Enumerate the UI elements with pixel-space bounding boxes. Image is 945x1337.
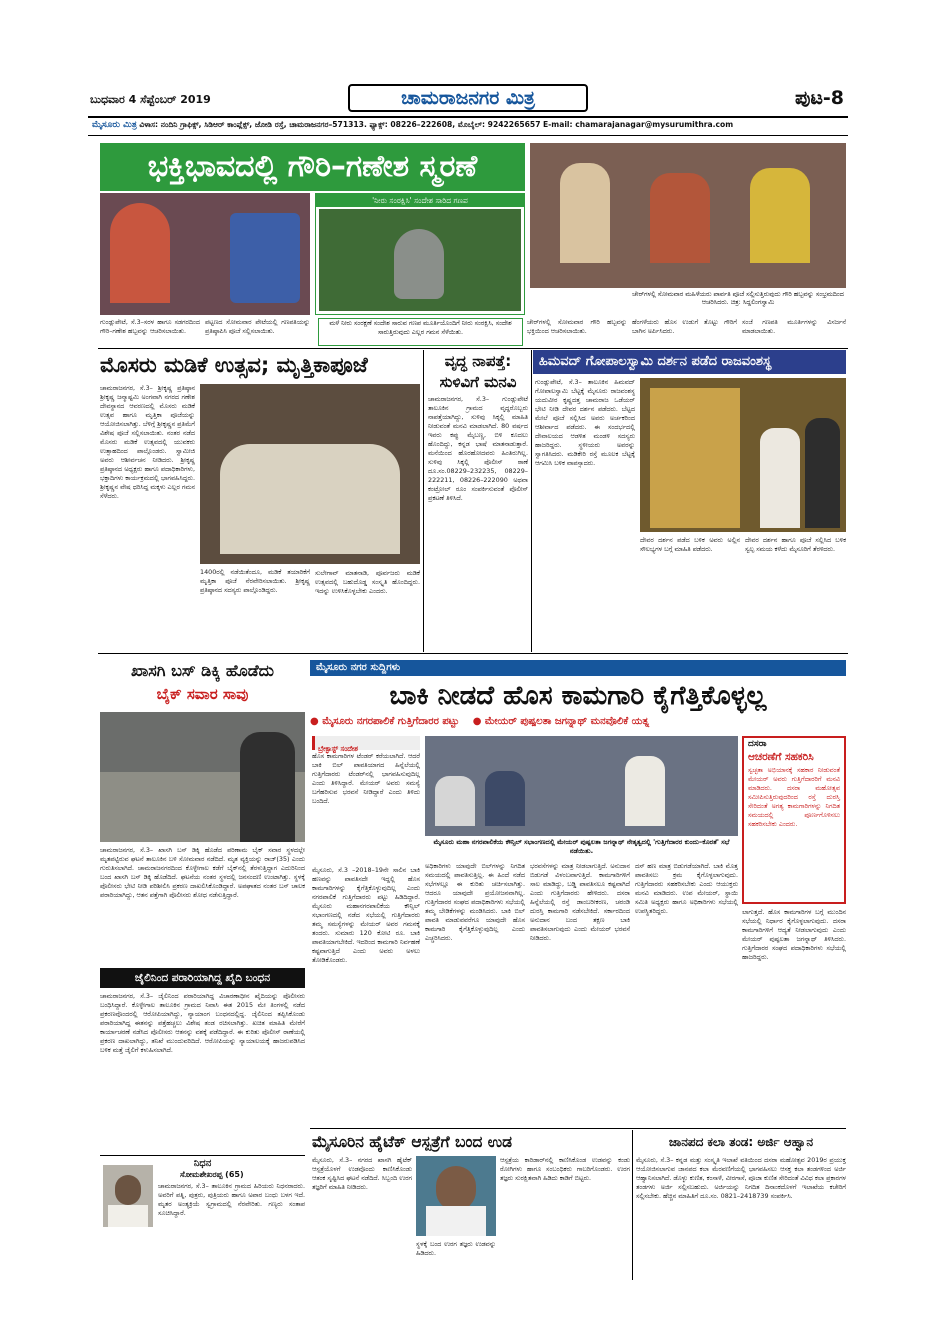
obit-name: ಸೋಮಶೇಖರಪ್ಪ (65) xyxy=(180,1170,244,1179)
khasagi-headline-1: ಖಾಸಗಿ ಬಸ್ ಡಿಕ್ಕಿ ಹೊಡೆದು xyxy=(130,661,275,680)
mosaru-headline: ಮೊಸರು ಮಡಿಕೆ ಉತ್ಸವ; ಮೃತ್ತಿಕಾಪೂಜೆ xyxy=(100,353,368,377)
mosaru-body-col1: ಚಾಮರಾಜನಗರ, ಸೆ.3– ಶ್ರೀಕೃಷ್ಣ ಪ್ರತಿಷ್ಠಾನ ಶ್ರೀಕೃಷ್ಣ ಜನ್ಮಾಷ್ಟಮಿ ಅಂಗವಾಗಿ ನಗರದ ಗಣೇಶ ದೇವಸ್ಥಾನದ ಆವರಣದಲ್ಲಿ ಮೊಸರು ಮಡಿಕೆ ಉತ್ಸವ ಹಾಗೂ ಮೃತ್ತಿಕಾ ಪೂಜೆಯನ್ನು ಆಯೋಜಿಸಲಾಗಿತ್ತು. ಬೆಳಿಗ್ಗೆ ಶ್ರೀಕೃಷ್ಣನ ಪ್ರತಿಮೆಗೆ ವಿಶೇಷ ಪೂಜೆ ಸಲ್ಲಿಸಲಾಯಿತು. ನಂತರ ನಡೆದ ಮೊಸರು ಮಡಿಕೆ ಉತ್ಸವದಲ್ಲಿ ಯುವಕರು ಉತ್ಸಾಹದಿಂದ ಪಾಲ್ಗೊಂಡರು. ಸ್ವಾಮೀಜಿ ಅವರು ಆಶೀರ್ವಚನ ನೀಡಿದರು. ಶ್ರೀಕೃಷ್ಣ ಪ್ರತಿಷ್ಠಾನದ ಅಧ್ಯಕ್ಷರು ಹಾಗೂ ಪದಾಧಿಕಾರಿಗಳು, ಭಕ್ತಾದಿಗಳು ಕಾರ್ಯಕ್ರಮದಲ್ಲಿ ಭಾಗವಹಿಸಿದ್ದರು. ಶ್ರೀಕೃಷ್ಣನ ವೇಷ ಧರಿಸಿದ್ದ ಮಕ್ಕಳು ಎಲ್ಲರ ಗಮನ ಸೆಳೆದರು. xyxy=(100,384,195,500)
email-text: E-mail: chamarajanagar@mysurumithra.com xyxy=(542,120,734,129)
mysuru-bracket-text: ಬ್ರೇಕ್ಫಾಸ್ಟ್ ಸಂದೇಶ xyxy=(318,745,358,753)
mysuru-sub2: ● ಮೇಯರ್ ಪುಷ್ಪಲತಾ ಜಗನ್ನಾಥ್ ಮನವೊಲಿಕೆ ಯತ್ನ xyxy=(472,716,650,727)
lead-headline-banner xyxy=(100,143,525,191)
address-text: ವಿಳಾಸ: ನಂದಿನಿ ಗ್ರಾಫಿಕ್ಸ್, ಸಿಡಿಆರ್ ಕಾಂಪ್ಲೆಕ್ಸ್, ಜೋಡಿ ರಸ್ತೆ, ಚಾಮರಾಜನಗರ–571313. ಫ್ಯಾಕ್ಸ್: 08226–222608, ಮೊಬೈಲ್: 9242265657 xyxy=(139,120,541,129)
lead-photo-caption: ಮಳೆ ನೀರು ಸಂರಕ್ಷಣೆ ಸಂದೇಶ ಸಾರುವ ಗಣಪ ಮೂರ್ತಿಯೊಂದಿಗೆ ನೀರು ಸಂರಕ್ಷಿಸಿ, ಸಂದೇಶ ಸಾರುತ್ತಿರುವುದು ಎಲ್ಲರ ಗಮನ ಸೆಳೆಯಿತು. xyxy=(318,318,523,346)
lead-right-caption: ಚೇರ್‌ಗಳಲ್ಲಿ ಸೋಮವಾರ ಮಹಿಳೆಯರು ಪಾರ್ವತಿ ಪೂಜೆ ಸಲ್ಲಿಸುತ್ತಿರುವುದು ಗೌರಿ ಹಬ್ಬವನ್ನು ಸಂಭ್ರಮದಿಂದ ಆಚರಿಸಿದರು. ಚಿತ್ರ: ಸಿದ್ದಲಿಂಗಸ್ವಾಮಿ xyxy=(632,290,844,306)
mysuru-photo-caption: ಮೈಸೂರು ಮಹಾ ನಗರಪಾಲಿಕೆಯ ಕೌನ್ಸಿಲ್ ಸಭಾಂಗಣದಲ್ಲಿ ಮೇಯರ್ ಪುಷ್ಪಲತಾ ಜಗನ್ನಾಥ್ ನೇತೃತ್ವದಲ್ಲಿ 'ಗುತ್ತಿಗೆದಾರರ ಕುಂದು–ಕೊರತೆ' ಸಭೆ ನಡೆಯಿತು. xyxy=(433,838,730,855)
himavad-body-col2: ದೇವರ ದರ್ಶನ ಪಡೆದ ಬಳಿಕ ಅವರು ಅಲ್ಲಿನ ಸೌಲಭ್ಯಗಳ ಬಗ್ಗೆ ಮಾಹಿತಿ ಪಡೆದರು. xyxy=(640,536,740,553)
dasara-title: ಆಚರಣೆಗೆ ಸಹಕರಿಸಿ xyxy=(748,751,814,763)
vriddha-headline-2: ಸುಳಿವಿಗೆ ಮನವಿ xyxy=(439,373,517,391)
ganesha-photo xyxy=(319,209,521,311)
hospital-body-col2: ಸ್ಥಳಕ್ಕೆ ಬಂದ ಉರಗ ತಜ್ಞರು ಉಡವನ್ನು ಹಿಡಿದರು. xyxy=(416,1240,496,1257)
lead-photo-right xyxy=(530,143,846,288)
lead-photo-left xyxy=(100,193,310,315)
mysuru-bar xyxy=(310,660,846,676)
section-rule-1 xyxy=(98,348,848,349)
khasagi-body: ಚಾಮರಾಜನಗರ, ಸೆ.3– ಖಾಸಗಿ ಬಸ್ ಡಿಕ್ಕಿ ಹೊಡೆದ ಪರಿಣಾಮ ಬೈಕ್ ಸವಾರ ಸ್ಥಳದಲ್ಲೇ ಮೃತಪಟ್ಟಿರುವ ಘಟನೆ ತಾಲೂಕಿನ ಬಳಿ ಸೋಮವಾರ ನಡೆದಿದೆ. ಮೃತ ವ್ಯಕ್ತಿಯನ್ನು ರಾಜ್(35) ಎಂದು ಗುರುತಿಸಲಾಗಿದೆ. ಚಾಮರಾಜನಗರದಿಂದ ಕೊಳ್ಳೇಗಾಲ ಕಡೆಗೆ ಬೈಕ್‌ನಲ್ಲಿ ತೆರಳುತ್ತಿದ್ದಾಗ ಎದುರಿನಿಂದ ಬಂದ ಖಾಸಗಿ ಬಸ್ ಡಿಕ್ಕಿ ಹೊಡೆದಿದೆ. ಘಟನೆಯ ನಂತರ ಸ್ಥಳದಲ್ಲಿ ಜನಸಂದಣಿ ಉಂಟಾಗಿತ್ತು. ಸ್ಥಳಕ್ಕೆ ಪೊಲೀಸರು ಭೇಟಿ ನೀಡಿ ಪರಿಶೀಲಿಸಿ ಪ್ರಕರಣ ದಾಖಲಿಸಿಕೊಂಡಿದ್ದಾರೆ. ಅಪಘಾತದ ನಂತರ ಬಸ್ ಚಾಲಕ ಪರಾರಿಯಾಗಿದ್ದು, ಆತನ ಪತ್ತೆಗಾಗಿ ಪೊಲೀಸರು ಶೋಧ ನಡೆಸುತ್ತಿದ್ದಾರೆ. xyxy=(100,846,305,899)
mysuru-sub1: ● ಮೈಸೂರು ನಗರಪಾಲಿಕೆ ಗುತ್ತಿಗೆದಾರರ ಪಟ್ಟು xyxy=(310,716,460,727)
obit-label: ನಿಧನ xyxy=(193,1158,212,1169)
mysuru-side-col: ಹೊಸ ಕಾಮಗಾರಿಗಳ ಟೆಂಡರ್ ಕರೆಯಲಾಗಿದೆ. ಆದರೆ ಬಾಕಿ ಬಿಲ್ ಪಾವತಿಯಾಗದ ಹಿನ್ನೆಲೆಯಲ್ಲಿ ಗುತ್ತಿಗೆದಾರರು ಟೆಂಡರ್‌ನಲ್ಲಿ ಭಾಗವಹಿಸುವುದಿಲ್ಲ ಎಂದು ತಿಳಿಸಿದ್ದಾರೆ. ಮೇಯರ್ ಅವರು ಸಮಸ್ಯೆ ಬಗೆಹರಿಸುವ ಭರವಸೆ ನೀಡಿದ್ದಾರೆ ಎಂದು ತಿಳಿದು ಬಂದಿದೆ. xyxy=(312,752,420,805)
obit-rule xyxy=(100,1155,305,1156)
himavad-headline: ಹಿಮವದ್ ಗೋಪಾಲಸ್ವಾಮಿ ದರ್ಶನ ಪಡೆದ ರಾಜವಂಶಸ್ಥ xyxy=(539,354,772,369)
kala-headline: ಜಾನಪದ ಕಲಾ ತಂಡ: ಅರ್ಜಿ ಆಹ್ವಾನ xyxy=(668,1135,814,1149)
masthead-info-line xyxy=(92,120,848,134)
lead-center-photo-box xyxy=(315,193,525,315)
hospital-body-col1: ಮೈಸೂರು, ಸೆ.3– ನಗರದ ಖಾಸಗಿ ಹೈಟೆಕ್ ಆಸ್ಪತ್ರೆಯೊಳಗೆ ಉಡವೊಂದು ಕಾಣಿಸಿಕೊಂಡು ಆತಂಕ ಸೃಷ್ಟಿಸಿದ ಘಟನೆ ನಡೆದಿದೆ. ಸಿಬ್ಬಂದಿ ಉರಗ ತಜ್ಞರಿಗೆ ಮಾಹಿತಿ ನೀಡಿದರು. xyxy=(312,1156,412,1191)
mysuru-body-col5: ಲಾಗುತ್ತದೆ. ಹೊಸ ಕಾಮಗಾರಿಗಳ ಬಗ್ಗೆ ಮುಂದಿನ ಸಭೆಯಲ್ಲಿ ನಿರ್ಧಾರ ಕೈಗೊಳ್ಳಲಾಗುವುದು. ದಸರಾ ಕಾಮಗಾರಿಗಳಿಗೆ ಆದ್ಯತೆ ನೀಡಲಾಗುವುದು ಎಂದು ಮೇಯರ್ ಪುಷ್ಪಲತಾ ಜಗನ್ನಾಥ್ ತಿಳಿಸಿದರು. ಗುತ್ತಿಗೆದಾರರ ಸಂಘದ ಪದಾಧಿಕಾರಿಗಳು ಸಭೆಯಲ್ಲಿ ಹಾಜರಿದ್ದರು. xyxy=(742,908,846,961)
vline-2 xyxy=(531,350,532,652)
section-rule-2 xyxy=(98,653,848,654)
masthead-title-box xyxy=(348,84,588,112)
masthead-rule xyxy=(88,116,848,118)
mysuru-bar-label: ಮೈಸೂರು ನಗರ ಸುದ್ದಿಗಳು xyxy=(316,662,401,673)
lead-body-col4: ಹೆಂಗಳೆಯರು ಹೊಸ ಉಡುಗೆ ತೊಟ್ಟು ಗೌರಿಗೆ ಬಾಗಿನ ಅರ್ಪಿಸಿದರು. xyxy=(632,318,737,335)
lead-headline: ಭಕ್ತಿಭಾವದಲ್ಲಿ ಗೌರಿ–ಗಣೇಶ ಸ್ಮರಣೆ xyxy=(147,149,478,184)
lead-body-col5: ಸಂಜೆ ಗಣಪತಿ ಮೂರ್ತಿಗಳನ್ನು ವಿಸರ್ಜನೆ ಮಾಡಲಾಯಿತು. xyxy=(742,318,846,335)
himavad-banner xyxy=(533,350,846,374)
himavad-body-col3: ದೇವರ ದರ್ಶನ ಹಾಗೂ ಪೂಜೆ ಸಲ್ಲಿಸಿದ ಬಳಿಕ ಸ್ವಲ್ಪ ಸಮಯ ಕಳೆದು ಮೈಸೂರಿಗೆ ತೆರಳಿದರು. xyxy=(745,536,846,553)
issue-date: ಬುಧವಾರ 4 ಸೆಪ್ಟೆಂಬರ್ 2019 xyxy=(90,93,211,106)
info-rule xyxy=(88,135,848,136)
mosaru-body-col2: 1400ರಲ್ಲಿ ನಡೆಯಿತೆಂದೂ, ಮಡಿಕೆ ತಯಾರಿಕೆಗೆ ಮೃತ್ತಿಕಾ ಪೂಜೆ ನೆರವೇರಿಸಲಾಯಿತು. ಶ್ರೀಕೃಷ್ಣ ಪ್ರತಿಷ್ಠಾನದ ಸದಸ್ಯರು ಪಾಲ್ಗೊಂಡಿದ್ದರು. xyxy=(200,568,310,594)
mysuru-body-col1: ಮೈಸೂರು, ಸೆ.3 –2018–19ನೇ ಸಾಲಿನ ಬಾಕಿ ಹಣವನ್ನು ಪಾವತಿಸದೇ ಇದ್ದಲ್ಲಿ ಹೊಸ ಕಾಮಗಾರಿಗಳನ್ನು ಕೈಗೆತ್ತಿಕೊಳ್ಳುವುದಿಲ್ಲ ಎಂದು ನಗರಪಾಲಿಕೆ ಗುತ್ತಿಗೆದಾರರು ಪಟ್ಟು ಹಿಡಿದಿದ್ದಾರೆ. ಮೈಸೂರು ಮಹಾನಗರಪಾಲಿಕೆಯ ಕೌನ್ಸಿಲ್ ಸಭಾಂಗಣದಲ್ಲಿ ನಡೆದ ಸಭೆಯಲ್ಲಿ ಗುತ್ತಿಗೆದಾರರು ತಮ್ಮ ಸಮಸ್ಯೆಗಳನ್ನು ಮೇಯರ್ ಅವರ ಗಮನಕ್ಕೆ ತಂದರು. ಸುಮಾರು 120 ಕೋಟಿ ರೂ. ಬಾಕಿ ಪಾವತಿಯಾಗಬೇಕಿದೆ. ಇದರಿಂದ ಕಾಮಗಾರಿ ನಿರ್ವಹಣೆ ಕಷ್ಟವಾಗುತ್ತಿದೆ ಎಂದು ಅವರು ಅಳಲು ತೋಡಿಕೊಂಡರು. xyxy=(312,866,420,964)
jail-body: ಚಾಮರಾಜನಗರ, ಸೆ.3– ಜೈಲಿನಿಂದ ಪರಾರಿಯಾಗಿದ್ದ ವಿಚಾರಣಾಧೀನ ಖೈದಿಯನ್ನು ಪೊಲೀಸರು ಬಂಧಿಸಿದ್ದಾರೆ. ಕೊಳ್ಳೇಗಾಲ ತಾಲೂಕಿನ ಗ್ರಾಮದ ನಿವಾಸಿ ಈತ 2015 ಮೇ ತಿಂಗಳಲ್ಲಿ ನಡೆದ ಪ್ರಕರಣವೊಂದರಲ್ಲಿ ಆರೋಪಿಯಾಗಿದ್ದು, ನ್ಯಾಯಾಂಗ ಬಂಧನದಲ್ಲಿದ್ದ. ಜೈಲಿನಿಂದ ತಪ್ಪಿಸಿಕೊಂಡು ಪರಾರಿಯಾಗಿದ್ದ ಈತನನ್ನು ಪತ್ತೆಹಚ್ಚಲು ವಿಶೇಷ ತಂಡ ರಚಿಸಲಾಗಿತ್ತು. ಖಚಿತ ಮಾಹಿತಿ ಮೇರೆಗೆ ಕಾರ್ಯಾಚರಣೆ ನಡೆಸಿದ ಪೊಲೀಸರು ಆತನನ್ನು ವಶಕ್ಕೆ ಪಡೆದಿದ್ದಾರೆ. ಈ ಕುರಿತು ಪೊಲೀಸ್ ಠಾಣೆಯಲ್ಲಿ ಪ್ರಕರಣ ದಾಖಲಾಗಿದ್ದು, ತನಿಖೆ ಮುಂದುವರಿದಿದೆ. ಆರೋಪಿಯನ್ನು ನ್ಯಾಯಾಲಯಕ್ಕೆ ಹಾಜರುಪಡಿಸಿದ ಬಳಿಕ ಮತ್ತೆ ಜೈಲಿಗೆ ಕಳುಹಿಸಲಾಗಿದೆ. xyxy=(100,992,305,1054)
hospital-headline: ಮೈಸೂರಿನ ಹೈಟೆಕ್ ಆಸ್ಪತ್ರೆಗೆ ಬಂದ ಉಡ xyxy=(312,1133,512,1151)
hospital-body-col3: ಆಸ್ಪತ್ರೆಯ ಕಾರಿಡಾರ್‌ನಲ್ಲಿ ಕಾಣಿಸಿಕೊಂಡ ಉಡವನ್ನು ಕಂಡು ರೋಗಿಗಳು ಹಾಗೂ ಸಂಬಂಧಿಕರು ಗಾಬರಿಗೊಂಡರು. ಉರಗ ತಜ್ಞರು ಸುರಕ್ಷಿತವಾಗಿ ಹಿಡಿದು ಕಾಡಿಗೆ ಬಿಟ್ಟರು. xyxy=(500,1156,630,1182)
hospital-photo xyxy=(416,1156,496,1236)
jail-banner xyxy=(100,968,305,988)
mosaru-body-col3: ಸುಲೇಗಾವ್ ಮಾತನಾಡಿ, ಪೂರ್ವಜರು ಮಡಿಕೆ ಉತ್ಸವದಲ್ಲಿ ಬಹುದೊಡ್ಡ ಸಂಸ್ಕೃತಿ ಹೊಂದಿದ್ದರು. ಇದನ್ನು ಉಳಿಸಿಕೊಳ್ಳಬೇಕು ಎಂದರು. xyxy=(315,569,420,595)
mysuru-meeting-photo xyxy=(425,736,738,836)
dasara-box xyxy=(742,736,846,904)
obit-body: ಚಾಮರಾಜನಗರ, ಸೆ.3– ತಾಲೂಕಿನ ಗ್ರಾಮದ ಹಿರಿಯರು ನಿಧನರಾದರು. ಅವರಿಗೆ ಪತ್ನಿ, ಪುತ್ರರು, ಪುತ್ರಿಯರು ಹಾಗೂ ಅಪಾರ ಬಂಧು ಬಳಗ ಇದೆ. ಮೃತರ ಅಂತ್ಯಕ್ರಿಯೆ ಸ್ವಗ್ರಾಮದಲ್ಲಿ ನೆರವೇರಿತು. ಗಣ್ಯರು ಸಂತಾಪ ಸೂಚಿಸಿದ್ದಾರೆ. xyxy=(158,1182,305,1217)
obit-photo xyxy=(103,1165,153,1227)
himavad-photo xyxy=(640,378,846,532)
mysuru-subheads xyxy=(310,716,846,732)
jail-headline: ಜೈಲಿನಿಂದ ಪರಾರಿಯಾಗಿದ್ದ ಖೈದಿ ಬಂಧನ xyxy=(134,972,271,984)
lead-photo-label: 'ನೀರು ಸಂರಕ್ಷಿಸಿ' ಸಂದೇಶ ಸಾರಿದ ಗಣಪ xyxy=(316,194,524,207)
brand-name: ಮೈಸೂರು ಮಿತ್ರ xyxy=(92,120,137,130)
mysuru-body-col3: ಭರವಸೆಗಳನ್ನು ಮಾತ್ರ ನೀಡಲಾಗುತ್ತಿದೆ. ಅನುದಾನ ಬಿಡುಗಡೆ ವಿಳಂಬವಾಗುತ್ತಿದೆ. ಕಾಮಗಾರಿಗಳಿಗೆ ಸಾಲ ಮಾಡಿದ್ದು, ಬಡ್ಡಿ ಪಾವತಿಸಲೂ ಕಷ್ಟವಾಗಿದೆ ಎಂದು ಗುತ್ತಿಗೆದಾರರು ಹೇಳಿದರು. ದಸರಾ ಹಿನ್ನೆಲೆಯಲ್ಲಿ ರಸ್ತೆ ಡಾಂಬರೀಕರಣ, ಚರಂಡಿ ದುರಸ್ತಿ ಕಾಮಗಾರಿ ನಡೆಸಬೇಕಿದೆ. ಸರ್ಕಾರದಿಂದ ಅನುದಾನ ಬಂದ ತಕ್ಷಣ ಬಾಕಿ ಪಾವತಿಸಲಾಗುವುದು ಎಂದು ಮೇಯರ್ ಭರವಸೆ ನೀಡಿದರು. xyxy=(530,862,630,942)
vriddha-body: ಚಾಮರಾಜನಗರ, ಸೆ.3– ಗುಂಡ್ಲುಪೇಟೆ ತಾಲೂಕಿನ ಗ್ರಾಮದ ವೃದ್ಧರೊಬ್ಬರು ನಾಪತ್ತೆಯಾಗಿದ್ದು, ಸುಳಿವು ಸಿಕ್ಕಲ್ಲಿ ಮಾಹಿತಿ ನೀಡುವಂತೆ ಮನವಿ ಮಾಡಲಾಗಿದೆ. 80 ವರ್ಷದ ಇವರು ಕಪ್ಪು ಮೈಬಣ್ಣ, ಬಿಳಿ ಕೂದಲು ಹೊಂದಿದ್ದು, ಕನ್ನಡ ಭಾಷೆ ಮಾತನಾಡುತ್ತಾರೆ. ಮನೆಯಿಂದ ಹೊರಹೋದವರು ಹಿಂತಿರುಗಿಲ್ಲ. ಸುಳಿವು ಸಿಕ್ಕಲ್ಲಿ ಪೊಲೀಸ್ ಠಾಣೆ ದೂ.ಸಂ.08229–232235, 08229–222211, 08226–222090 ಅಥವಾ ಕಂಟ್ರೋಲ್ ರೂಂ ಸಂಪರ್ಕಿಸುವಂತೆ ಪೊಲೀಸ್ ಪ್ರಕಟಣೆ ತಿಳಿಸಿದೆ. xyxy=(428,395,528,502)
dasara-label: ದಸರಾ xyxy=(748,739,767,749)
khasagi-headline-2: ಬೈಕ್ ಸವಾರ ಸಾವು xyxy=(156,685,249,703)
mysuru-bracket-tag xyxy=(312,736,420,753)
mysuru-body-col2: ಅಧಿಕಾರಿಗಳು ಯಾವುದೇ ಬಿಲ್‌ಗಳನ್ನು ನಿಗದಿತ ಸಮಯದಲ್ಲಿ ಪಾವತಿಸುತ್ತಿಲ್ಲ. ಈ ಹಿಂದೆ ನಡೆದ ಸಭೆಗಳಲ್ಲೂ ಈ ಕುರಿತು ಚರ್ಚಿಸಲಾಗಿತ್ತು. ಆದರೂ ಯಾವುದೇ ಪ್ರಯೋಜನವಾಗಿಲ್ಲ. ಗುತ್ತಿಗೆದಾರರ ಸಂಘದ ಪದಾಧಿಕಾರಿಗಳು ಸಭೆಯಲ್ಲಿ ತಮ್ಮ ಬೇಡಿಕೆಗಳನ್ನು ಮಂಡಿಸಿದರು. ಬಾಕಿ ಬಿಲ್ ಪಾವತಿ ಮಾಡುವವರೆಗೂ ಯಾವುದೇ ಹೊಸ ಕಾಮಗಾರಿ ಕೈಗೆತ್ತಿಕೊಳ್ಳುವುದಿಲ್ಲ ಎಂದು ಎಚ್ಚರಿಸಿದರು. xyxy=(425,862,525,942)
vline-1 xyxy=(423,350,424,652)
mysuru-body-col4: ದಸ್ ಹಣ ಮಾತ್ರ ಬಿಡುಗಡೆಯಾಗಿದೆ. ಬಾಕಿ ಮೊತ್ತ ಪಾವತಿಸಲು ಕ್ರಮ ಕೈಗೊಳ್ಳಲಾಗುವುದು. ಗುತ್ತಿಗೆದಾರರು ಸಹಕರಿಸಬೇಕು ಎಂದು ಆಯುಕ್ತರು ಮನವಿ ಮಾಡಿದರು. ಉಪ ಮೇಯರ್, ಸ್ಥಾಯಿ ಸಮಿತಿ ಅಧ್ಯಕ್ಷರು ಹಾಗೂ ಅಧಿಕಾರಿಗಳು ಸಭೆಯಲ್ಲಿ ಉಪಸ್ಥಿತರಿದ್ದರು. xyxy=(635,862,738,915)
dasara-body: ಸ್ವಚ್ಛತಾ ಅಭಿಯಾನಕ್ಕೆ ಸಹಕಾರ ನೀಡುವಂತೆ ಮೇಯರ್ ಅವರು ಗುತ್ತಿಗೆದಾರರಿಗೆ ಮನವಿ ಮಾಡಿದರು. ದಸರಾ ಮಹೋತ್ಸವ ಸಮೀಪಿಸುತ್ತಿರುವುದರಿಂದ ರಸ್ತೆ ದುರಸ್ತಿ ಸೇರಿದಂತೆ ಅಗತ್ಯ ಕಾಮಗಾರಿಗಳನ್ನು ನಿಗದಿತ ಸಮಯದಲ್ಲಿ ಪೂರ್ಣಗೊಳಿಸಲು ಸಹಕರಿಸಬೇಕು ಎಂದರು. xyxy=(748,766,840,828)
mysuru-headline: ಬಾಕಿ ನೀಡದೆ ಹೊಸ ಕಾಮಗಾರಿ ಕೈಗೆತ್ತಿಕೊಳ್ಳಲ್ಲ xyxy=(389,681,767,711)
lead-body-col3: ಚೇರ್‌ಗಳಲ್ಲಿ ಸೋಮವಾರ ಗೌರಿ ಹಬ್ಬವನ್ನು ಭಕ್ತಿಯಿಂದ ಆಚರಿಸಲಾಯಿತು. xyxy=(527,318,627,335)
kala-body: ಮೈಸೂರು, ಸೆ.3– ಕನ್ನಡ ಮತ್ತು ಸಂಸ್ಕೃತಿ ಇಲಾಖೆ ವತಿಯಿಂದ ದಸರಾ ಮಹೋತ್ಸವ 2019ರ ಪ್ರಯುಕ್ತ ಆಯೋಜಿಸಲಾಗುವ ಜಾನಪದ ಕಲಾ ಮೆರವಣಿಗೆಯಲ್ಲಿ ಭಾಗವಹಿಸಲು ಆಸಕ್ತ ಕಲಾ ತಂಡಗಳಿಂದ ಅರ್ಜಿ ಆಹ್ವಾನಿಸಲಾಗಿದೆ. ಡೊಳ್ಳು ಕುಣಿತ, ಕಂಸಾಳೆ, ವೀರಗಾಸೆ, ಪೂಜಾ ಕುಣಿತ ಸೇರಿದಂತೆ ವಿವಿಧ ಕಲಾ ಪ್ರಕಾರಗಳ ತಂಡಗಳು ಅರ್ಜಿ ಸಲ್ಲಿಸಬಹುದು. ಅರ್ಜಿಯನ್ನು ನಿಗದಿತ ದಿನಾಂಕದೊಳಗೆ ಇಲಾಖೆಯ ಕಚೇರಿಗೆ ಸಲ್ಲಿಸಬೇಕು. ಹೆಚ್ಚಿನ ಮಾಹಿತಿಗೆ ದೂ.ಸಂ. 0821–2418739 ಸಂಪರ್ಕಿಸಿ. xyxy=(636,1156,846,1200)
vline-3 xyxy=(632,1130,633,1280)
masthead-title: ಚಾಮರಾಜನಗರ ಮಿತ್ರ xyxy=(401,87,535,109)
lead-body-col2: ಪಟ್ಟಣದ ಸೋಮವಾರ ಪೇಟೆಯಲ್ಲಿ ಗಣಪತಿಯನ್ನು ಪ್ರತಿಷ್ಠಾಪಿಸಿ ಪೂಜೆ ಸಲ್ಲಿಸಲಾಯಿತು. xyxy=(205,318,310,335)
vriddha-headline-1: ವೃದ್ಧ ನಾಪತ್ತೆ: xyxy=(444,352,512,370)
accident-photo xyxy=(100,712,305,842)
section-rule-3 xyxy=(310,1128,846,1129)
himavad-body-col1: ಗುಂಡ್ಲುಪೇಟೆ, ಸೆ.3– ತಾಲೂಕಿನ ಹಿಮವದ್ ಗೋಪಾಲಸ್ವಾಮಿ ಬೆಟ್ಟಕ್ಕೆ ಮೈಸೂರು ರಾಜವಂಶಸ್ಥ ಯದುವೀರ ಕೃಷ್ಣದತ್ತ ಚಾಮರಾಜ ಒಡೆಯರ್ ಭೇಟಿ ನೀಡಿ ದೇವರ ದರ್ಶನ ಪಡೆದರು. ಬೆಟ್ಟದ ಮೇಲೆ ಪೂಜೆ ಸಲ್ಲಿಸಿದ ಅವರು ಅರ್ಚಕರಿಂದ ಆಶೀರ್ವಾದ ಪಡೆದರು. ಈ ಸಂದರ್ಭದಲ್ಲಿ ದೇವಾಲಯದ ಆಡಳಿತ ಮಂಡಳಿ ಸದಸ್ಯರು ಹಾಜರಿದ್ದರು. ಸ್ಥಳೀಯರು ಅವರನ್ನು ಸ್ವಾಗತಿಸಿದರು. ಮಡಿಕೇರಿ ರಸ್ತೆ ಮೂಲಕ ಬೆಟ್ಟಕ್ಕೆ ಆಗಮಿಸಿ ಬಳಿಕ ವಾಪಸ್ಸಾದರು. xyxy=(535,378,635,467)
page-label: ಪುಟ-8 xyxy=(795,87,844,109)
lead-body-col1: ಗುಂಡ್ಲುಪೇಟೆ, ಸೆ.3–ಸರಳ ಹಾಗೂ ಸಡಗರದಿಂದ ಗೌರಿ–ಗಣೇಶ ಹಬ್ಬವನ್ನು ಆಚರಿಸಲಾಯಿತು. xyxy=(100,318,200,335)
